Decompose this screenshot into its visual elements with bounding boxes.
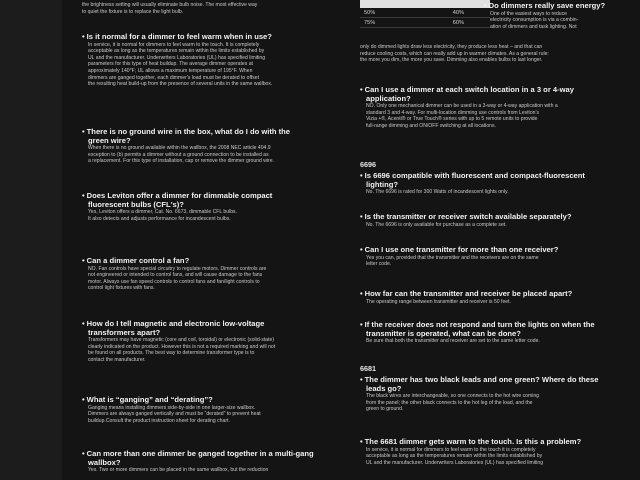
faq-question-cont: transformers apart? xyxy=(88,327,161,337)
bullet-icon: • xyxy=(360,171,363,180)
faq-item-6696-range xyxy=(360,290,623,305)
table-cell: 75% xyxy=(360,18,401,28)
faq-answer: When there is no ground available within the wallbox, the 2008 NEC article 404.9 exception to (b) permits a dimmer without a ground connection to be installed as a replacement. For this type of installation, cap or remove the dimmer ground wire. xyxy=(88,145,275,165)
bullet-icon: • xyxy=(82,449,85,458)
table-row xyxy=(360,8,490,18)
faq-answer: The operating range between transmitter and receiver is 50 feet. xyxy=(366,298,511,305)
faq-question: • Can more than one dimmer be ganged together in a multi-gang xyxy=(82,449,314,458)
faq-question: • Is the transmitter or receiver switch available separately? xyxy=(360,212,572,221)
faq-answer: No. The 6696 is rated for 300 Watts of incandescent lights only. xyxy=(366,189,509,196)
faq-item-multi-gang xyxy=(82,450,350,474)
bullet-icon: • xyxy=(484,1,487,10)
faq-item-warm-dimmer xyxy=(82,33,350,88)
faq-question: • Can I use one transmitter for more than one receiver? xyxy=(360,245,559,254)
faq-answer: NO. Fan controls have special circuitry to regulate motors. Dimmer controls are not engineered or intended to control fans, and will cause damage to the fans motor. Always use fan speed controls to control fans and fan/light controls to control light fixtures with fans. xyxy=(88,265,267,292)
faq-question: • What is “ganging” and “derating”? xyxy=(82,395,213,404)
faq-question-cont: wallbox? xyxy=(88,457,121,467)
faq-answer: Ganging means installing dimmers side-by-side in one larger-size wallbox. Dimmers are always ganged vertically and must be “derated” to prevent heat buildup.Consult the product instruction sheet for derating chart. xyxy=(88,404,261,424)
faq-question-cont: transmitter is operated, what can be done? xyxy=(366,328,521,338)
table-cell: 50% xyxy=(360,8,401,18)
bullet-icon: • xyxy=(82,191,85,200)
faq-item-3-4-way xyxy=(360,86,623,130)
faq-item-6696-one-transmitter xyxy=(360,246,623,268)
faq-answer: One of the easiest ways to reduce electricity consumption is via a combin- ation of dimmers and task lighting. Not xyxy=(490,10,579,30)
bullet-icon: • xyxy=(82,395,85,404)
table-cell: 40% xyxy=(401,8,490,18)
faq-answer: The black wires are interchangeable, so one connects to the hot wire coming from the panel; the other black connects to the hot leg of the load, and the green to ground. xyxy=(366,393,540,413)
faq-item-cfl-dimmer xyxy=(82,192,350,222)
faq-question-cont: fluorescent bulbs (CFL's)? xyxy=(88,199,184,209)
bullet-icon: • xyxy=(82,319,85,328)
bullet-icon: • xyxy=(360,437,363,446)
faq-question: • How do I tell magnetic and electronic low-voltage xyxy=(82,319,265,328)
faq-answer: Yes. Two or more dimmers can be placed in the same wallbox, but the reduction xyxy=(88,467,269,474)
left-margin-strip xyxy=(0,0,62,480)
text-line: to quiet the fixture is to replace the light bulb. xyxy=(82,8,184,15)
energy-save-answer-cont: only do dimmed lights draw less electricity, they produce less heat – and that can reduce cooling costs, which can really add up in warmer climates. As a general rule: the more you dim, the more you save. Dimming also enables bulbs to last longer. xyxy=(360,44,549,64)
table-header-bar xyxy=(360,0,490,8)
faq-item-ganging xyxy=(82,396,350,424)
text-line: the brightness setting will usually eliminate bulb noise. The most effective way xyxy=(82,2,258,8)
faq-item-6696-separately xyxy=(360,213,623,228)
table-cell: 60% xyxy=(401,18,490,28)
bullet-icon: • xyxy=(360,245,363,254)
faq-item-fan xyxy=(82,257,350,292)
faq-question: • The dimmer has two black leads and one green? Where do these xyxy=(360,375,599,384)
faq-question: • How far can the transmitter and receiver be placed apart? xyxy=(360,289,573,298)
faq-question: • Does Leviton offer a dimmer for dimmable compact xyxy=(82,191,273,200)
bullet-icon: • xyxy=(360,212,363,221)
bullet-icon: • xyxy=(360,85,363,94)
faq-answer: In service, it is normal for dimmers to feel warm to the touch it is completely acceptable as long as the temperatures remain within the limits established by UL and the manufacturer. Underwriters Laboratories (UL) has specified limiting xyxy=(366,446,544,466)
faq-answer: In service, it is normal for dimmers to feel warm to the touch. It is completely acceptable as long as the temperatures remain within the limits established by UL and the manufacturer. Underwriters Laboratories (UL) has specified limiting parameters for this type of heat buildup. The average dimmer operates at approximately 140°F; UL allows a maximum temperature of 195°F. When dimmers are ganged together, each dimmer's load must be derated to offset the resulting heat build-up from the presence of several units in the same wallbox. xyxy=(88,41,273,88)
table-row xyxy=(360,18,490,28)
bullet-icon: • xyxy=(82,256,85,265)
faq-item-6681-leads xyxy=(360,376,623,413)
faq-answer: NO. Only one mechanical dimmer can be used in a 3-way or 4-way application with a standard 3 and 4-way. For multi-location dimming use controls from Leviton's Vizia +®, Acenti® or True Touch® series with up to 5 remote units to provide full-range dimming and ON/OFF switching at all locations. xyxy=(366,103,558,129)
top-continuation-text xyxy=(82,2,350,15)
faq-item-6696-receiver xyxy=(360,321,623,345)
bullet-icon: • xyxy=(360,289,363,298)
faq-answer: Yes, Leviton offers a dimmer, Cat. No. 6673, dimmable CFL bulbs. It also detects and adjusts performance for incandescent bulbs. xyxy=(88,209,238,222)
faq-question: • If the receiver does not respond and turn the lights on when the xyxy=(360,320,595,329)
faq-item-energy-save xyxy=(484,2,623,30)
faq-question: • There is no ground wire in the box, what do I do with the xyxy=(82,127,291,136)
faq-answer: No. The 6696 is only available for purchase as a complete set. xyxy=(366,221,507,228)
faq-question: • Is it normal for a dimmer to feel warm when in use? xyxy=(82,32,272,41)
bullet-icon: • xyxy=(360,375,363,384)
faq-item-transformers xyxy=(82,320,350,364)
section-title-6681: 6681 xyxy=(360,364,376,373)
faq-question: • Can I use a dimmer at each switch location in a 3 or 4-way xyxy=(360,85,574,94)
faq-item-6681-warm xyxy=(360,438,623,466)
faq-answer: Be sure that both the transmitter and receiver are set to the same letter code. xyxy=(366,338,540,345)
faq-item-6696-fluorescent xyxy=(360,172,623,196)
faq-question-cont: green wire? xyxy=(88,135,131,145)
bullet-icon: • xyxy=(360,320,363,329)
faq-question-cont: lighting? xyxy=(366,179,399,189)
bullet-icon: • xyxy=(82,127,85,136)
faq-answer: Transformers may have magnetic (core and coil, toroidal) or electronic (solid-state) clearly indicated on the product. However this is not a required marking and will not be found on all products. The best way to determine transformer type is to contact the manufacturer. xyxy=(88,337,276,363)
bullet-icon: • xyxy=(82,32,85,41)
faq-question: • Is 6696 compatible with fluorescent and compact-fluorescent xyxy=(360,171,585,180)
faq-question: • Can a dimmer control a fan? xyxy=(82,256,190,265)
faq-question-cont: leads go? xyxy=(366,383,402,393)
faq-item-ground-wire xyxy=(82,128,350,165)
faq-answer: Yes you can, provided that the transmitter and the receivers are on the same letter code. xyxy=(366,254,539,268)
section-title-6696: 6696 xyxy=(360,160,376,169)
faq-question-cont: application? xyxy=(366,93,411,103)
faq-question: • Do dimmers really save energy? xyxy=(484,1,606,10)
faq-question: • The 6681 dimmer gets warm to the touch. Is this a problem? xyxy=(360,437,582,446)
